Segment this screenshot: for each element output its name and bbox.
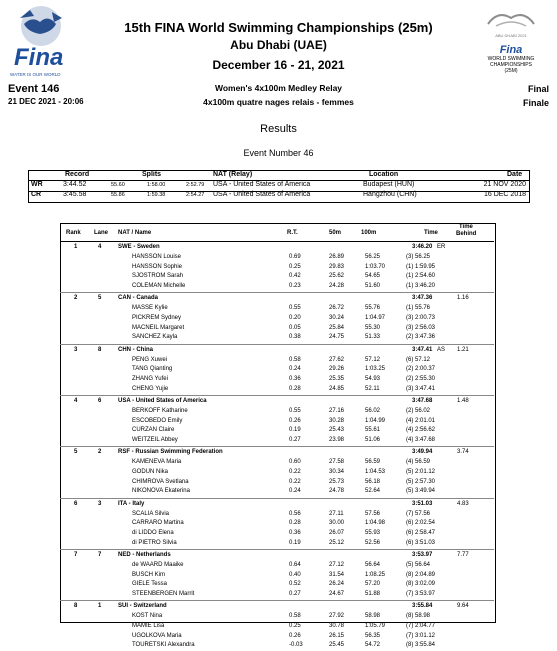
col-time-behind-2: Behind: [456, 231, 477, 237]
record-row-cr: [29, 191, 529, 201]
swimmer-name: MASSE Kylie: [132, 305, 168, 312]
team-time-behind: 4.83: [457, 500, 469, 507]
swimmer-name: SCALIA Silvia: [132, 510, 170, 517]
swimmer-reaction-time: 0.25: [289, 263, 301, 270]
swimmer-split-100: 54.93: [365, 376, 381, 382]
swimmer-name: TOURETSKI Alexandra: [132, 642, 195, 649]
swimmer-split-50: 26.24: [329, 581, 345, 588]
swimmer-reaction-time: 0.42: [289, 273, 301, 280]
event-number-label: Event Number 46: [243, 148, 314, 158]
swimmer-row: [60, 272, 494, 282]
swimmer-name: SANCHEZ Kayla: [132, 334, 178, 341]
swimmer-split-50: 29.26: [329, 366, 345, 373]
swimmer-split-100: 51.33: [365, 334, 381, 341]
swimmer-split-50: 25.12: [329, 539, 345, 546]
record-nat: USA - United States of America: [213, 181, 311, 188]
abu-dhabi-logo: [470, 8, 552, 84]
team-row: [60, 293, 494, 304]
swimmer-reaction-time: 0.36: [289, 529, 301, 536]
team-row: [60, 601, 494, 612]
swimmer-cumulative: (5) 3:49.94: [406, 488, 436, 495]
team-lane: 7: [98, 551, 102, 558]
swimmer-split-100: 56.35: [365, 632, 381, 639]
swimmer-reaction-time: 0.55: [289, 407, 301, 414]
team-record-flag: ER: [437, 244, 446, 250]
swimmer-name: GIELE Tessa: [132, 581, 167, 588]
swimmer-reaction-time: 0.69: [289, 254, 301, 260]
record-split-1: 55.86: [111, 192, 125, 198]
swimmer-reaction-time: 0.55: [289, 305, 301, 312]
swimmer-row: [60, 324, 494, 334]
swimmer-cumulative: (4) 2:56.62: [406, 427, 436, 434]
swimmer-split-50: 24.85: [329, 385, 345, 392]
swimmer-row: [60, 612, 494, 622]
team-time-behind: 3.74: [457, 449, 469, 456]
team-time: 3:46.20: [412, 244, 433, 250]
record-type: CR: [31, 191, 42, 198]
team-lane: 1: [98, 603, 102, 610]
swimmer-name: SJOSTROM Sarah: [132, 273, 184, 280]
swimmer-cumulative: (1) 2:54.60: [406, 273, 436, 280]
swimmer-split-100: 1:03.70: [365, 263, 386, 270]
swimmer-row: [60, 304, 494, 314]
swimmer-row: [60, 356, 494, 366]
team-name: SUI - Switzerland: [118, 603, 167, 610]
swimmer-reaction-time: 0.56: [289, 510, 301, 517]
swimmer-split-100: 51.06: [365, 437, 381, 443]
swimmer-row: [60, 519, 494, 529]
swimmer-cumulative: (1) 3:46.20: [406, 283, 436, 290]
swimmer-cumulative: (4) 56.59: [406, 459, 431, 466]
swimmer-reaction-time: 0.05: [289, 324, 301, 331]
swimmer-row: [60, 561, 494, 571]
swimmer-split-100: 1:05.79: [365, 622, 386, 629]
swimmer-name: di LIDDO Elena: [132, 529, 174, 536]
team-lane: 4: [98, 244, 102, 250]
swimmer-name: MAMIE Lisa: [132, 622, 165, 629]
swimmer-name: di PIETRO Silvia: [132, 539, 177, 546]
team-rank: 2: [74, 295, 78, 302]
swimmer-row: [60, 468, 494, 478]
swimmer-split-100: 56.02: [365, 407, 381, 414]
swimmer-row: [60, 426, 494, 436]
team-time: 3:47.41: [412, 346, 433, 353]
swimmer-name: ZHANG Yufei: [132, 376, 168, 382]
record-nat: USA - United States of America: [213, 191, 311, 198]
swimmer-row: [60, 510, 494, 520]
team-record-flag: AS: [437, 346, 446, 353]
swimmer-name: HANSSON Sophie: [132, 263, 183, 270]
team-time: 3:47.68: [412, 397, 433, 404]
swimmer-split-100: 58.98: [365, 613, 381, 620]
swimmer-cumulative: (5) 56.64: [406, 561, 431, 568]
records-header-nat: NAT (Relay): [213, 171, 253, 178]
swimmer-name: TANG Qianting: [132, 366, 173, 373]
swimmer-reaction-time: 0.58: [289, 613, 301, 620]
team-rank: 3: [74, 346, 78, 353]
round-fr: Finale: [522, 98, 549, 108]
swimmer-reaction-time: -0.03: [289, 642, 303, 649]
team-time-behind: 9.64: [457, 603, 469, 610]
swimmer-cumulative: (7) 3:53.97: [406, 590, 436, 597]
swimmer-cumulative: (6) 2:02.54: [406, 520, 436, 527]
swimmer-split-50: 27.92: [329, 613, 345, 620]
swimmer-split-50: 26.89: [329, 254, 345, 260]
swimmer-cumulative: (1) 55.76: [406, 305, 431, 312]
swimmer-split-100: 56.64: [365, 561, 381, 568]
swimmer-reaction-time: 0.58: [289, 356, 301, 363]
swimmer-split-100: 56.59: [365, 459, 381, 466]
team-row: [60, 345, 494, 356]
swimmer-split-50: 27.12: [329, 561, 345, 568]
swimmer-cumulative: (3) 2:00.73: [406, 315, 436, 321]
swimmer-split-50: 30.24: [329, 315, 345, 321]
record-split-2: 1:58.00: [147, 182, 166, 188]
swimmer-reaction-time: 0.64: [289, 561, 301, 568]
team-name: NED - Netherlands: [118, 551, 171, 558]
swimmer-cumulative: (5) 2:57.30: [406, 478, 436, 485]
swimmer-cumulative: (1) 1:59.95: [406, 263, 436, 270]
swimmer-reaction-time: 0.36: [289, 376, 301, 382]
record-location: Hangzhou (CHN): [363, 191, 417, 198]
records-header-record: Record: [65, 171, 90, 178]
col-100m: 100m: [361, 230, 377, 236]
swimmer-split-100: 1:04.99: [365, 417, 386, 424]
team-name: USA - United States of America: [118, 397, 207, 404]
swimmer-name: CHENG Yujie: [132, 385, 169, 392]
swimmer-name: BUSCH Kim: [132, 571, 166, 578]
record-split-3: 2:54.27: [186, 192, 205, 198]
swimmer-row: [60, 282, 494, 292]
championship-location: Abu Dhabi (UAE): [230, 38, 327, 52]
swimmer-split-50: 25.73: [329, 478, 345, 485]
swimmer-row: [60, 580, 494, 590]
team-row: [60, 447, 494, 458]
championship-dates: December 16 - 21, 2021: [212, 58, 345, 72]
swimmer-cumulative: (7) 2:04.77: [406, 622, 436, 629]
swimmer-cumulative: (3) 2:56.03: [406, 324, 436, 331]
swimmer-split-100: 1:04.97: [365, 315, 386, 321]
swimmer-split-100: 56.18: [365, 478, 381, 485]
swimmer-cumulative: (4) 2:01.01: [406, 417, 436, 424]
swimmer-split-50: 25.45: [329, 642, 345, 649]
swimmer-split-100: 57.56: [365, 510, 381, 517]
swimmer-row: [60, 436, 494, 446]
swimmer-cumulative: (2) 2:55.30: [406, 376, 436, 382]
swimmer-split-50: 30.00: [329, 520, 345, 527]
swimmer-row: [60, 333, 494, 343]
col-lane: Lane: [94, 230, 109, 236]
swimmer-name: PICKREM Sydney: [132, 315, 182, 321]
swimmer-reaction-time: 0.23: [289, 283, 301, 290]
col-rank: Rank: [66, 230, 81, 236]
swimmer-row: [60, 641, 494, 651]
swimmer-cumulative: (8) 2:04.89: [406, 571, 436, 578]
swimmer-row: [60, 253, 494, 263]
right-logo-line3: (25M): [504, 68, 518, 74]
col-nat-name: NAT / Name: [118, 230, 152, 236]
fina-logo-text: Fina: [14, 44, 64, 71]
swimmer-name: CHIMROVA Svetlana: [132, 478, 189, 485]
record-type: WR: [31, 181, 43, 188]
swimmer-cumulative: (2) 2:00.37: [406, 366, 436, 373]
abu-dhabi-mark-icon: [486, 8, 536, 30]
team-rank: 7: [74, 551, 78, 558]
team-name: SWE - Sweden: [118, 244, 160, 250]
swimmer-reaction-time: 0.27: [289, 437, 301, 443]
swimmer-split-100: 54.65: [365, 273, 381, 280]
swimmer-split-50: 30.28: [329, 417, 345, 424]
swimmer-reaction-time: 0.26: [289, 417, 301, 424]
swimmer-split-100: 1:08.25: [365, 571, 386, 578]
team-name: RSF - Russian Swimming Federation: [118, 449, 223, 456]
swimmer-cumulative: (8) 3:55.84: [406, 642, 436, 649]
team-time: 3:47.36: [412, 295, 433, 302]
swimmer-cumulative: (6) 3:51.03: [406, 539, 436, 546]
swimmer-name: de WAARD Maaike: [132, 561, 184, 568]
right-logo-fina: Fina: [499, 44, 523, 56]
event-name-fr: 4x100m quatre nages relais - femmes: [203, 97, 354, 107]
swimmer-reaction-time: 0.28: [289, 385, 301, 392]
right-logo-line1: WORLD SWIMMING: [487, 56, 535, 62]
swimmer-reaction-time: 0.19: [289, 427, 301, 434]
team-time: 3:49.94: [412, 449, 433, 456]
col-50m: 50m: [329, 230, 342, 236]
swimmer-name: COLEMAN Michelle: [132, 283, 186, 290]
swimmer-reaction-time: 0.26: [289, 632, 301, 639]
record-date: 21 NOV 2020: [483, 181, 526, 188]
swimmer-split-50: 24.78: [329, 488, 345, 495]
swimmer-name: CARRARO Martina: [132, 520, 184, 527]
swimmer-reaction-time: 0.22: [289, 478, 301, 485]
records-table: [28, 170, 530, 203]
event-datetime: 21 DEC 2021 - 20:06: [8, 97, 84, 106]
team-row: [60, 499, 494, 510]
record-split-2: 1:59.38: [147, 192, 166, 198]
swimmer-cumulative: (2) 3:47.36: [406, 334, 436, 341]
swimmer-split-100: 52.56: [365, 539, 381, 546]
swimmer-split-50: 27.62: [329, 356, 345, 363]
swimmer-cumulative: (6) 57.12: [406, 356, 431, 363]
team-lane: 8: [98, 346, 102, 353]
swimmer-split-100: 51.60: [365, 283, 381, 290]
swimmer-row: [60, 417, 494, 427]
swimmer-split-100: 51.88: [365, 590, 381, 597]
swimmer-reaction-time: 0.22: [289, 468, 301, 475]
swimmer-split-50: 24.28: [329, 283, 345, 290]
swimmer-cumulative: (3) 3:47.41: [406, 385, 436, 392]
fina-tagline: WATER IS OUR WORLD: [10, 72, 61, 77]
swimmer-cumulative: (8) 3:02.09: [406, 581, 436, 588]
team-time-behind: 7.77: [457, 551, 469, 558]
swimmer-name: CURZAN Claire: [132, 427, 175, 434]
swimmer-reaction-time: 0.28: [289, 520, 301, 527]
swimmer-reaction-time: 0.25: [289, 622, 301, 629]
swimmer-split-100: 52.11: [365, 385, 380, 392]
results-heading: Results: [260, 123, 297, 135]
swimmer-name: ESCOBEDO Emily: [132, 417, 183, 424]
swimmer-row: [60, 458, 494, 468]
swimmer-cumulative: (7) 3:01.12: [406, 632, 436, 639]
swimmer-name: KOST Nina: [132, 613, 163, 620]
swimmer-name: STEENBERGEN Marrit: [132, 590, 195, 597]
swimmer-split-100: 55.30: [365, 324, 381, 331]
swimmer-name: KAMENEVA Maria: [132, 459, 182, 466]
swimmer-cumulative: (8) 58.98: [406, 613, 431, 620]
swimmer-split-100: 57.20: [365, 581, 381, 588]
swimmer-row: [60, 487, 494, 497]
team-rank: 1: [74, 244, 78, 250]
swimmer-row: [60, 529, 494, 539]
swimmer-row: [60, 263, 494, 273]
team-time: 3:51.03: [412, 500, 433, 507]
swimmer-name: UGOLKOVA Maria: [132, 632, 182, 639]
team-name: ITA - Italy: [118, 500, 145, 507]
swimmer-split-50: 25.84: [329, 324, 345, 331]
swimmer-split-50: 25.35: [329, 376, 345, 382]
swimmer-name: NIKONOVA Ekaterina: [132, 488, 190, 495]
results-header-row: [60, 224, 494, 240]
team-name: CAN - Canada: [118, 295, 159, 302]
swimmer-reaction-time: 0.20: [289, 315, 301, 321]
team-name: CHN - China: [118, 346, 153, 353]
swimmer-row: [60, 407, 494, 417]
swimmer-row: [60, 539, 494, 549]
swimmer-row: [60, 590, 494, 600]
event-number-heading: Event 146: [8, 83, 60, 95]
swimmer-row: [60, 571, 494, 581]
swimmer-split-50: 26.72: [329, 305, 345, 312]
swimmer-cumulative: (4) 3:47.68: [406, 437, 436, 443]
team-time-behind: 1.48: [457, 397, 469, 404]
team-lane: 3: [98, 500, 102, 507]
swimmer-name: PENG Xuwei: [132, 356, 168, 363]
swimmer-cumulative: (2) 56.02: [406, 407, 431, 414]
team-time-behind: 1.16: [457, 295, 469, 302]
swimmer-split-50: 30.78: [329, 622, 345, 629]
swimmer-cumulative: (7) 57.56: [406, 510, 431, 517]
swimmer-reaction-time: 0.40: [289, 571, 301, 578]
record-split-3: 2:52.79: [186, 182, 205, 188]
swimmer-split-50: 24.75: [329, 334, 345, 341]
record-split-1: 55.60: [111, 182, 125, 188]
swimmer-split-50: 23.98: [329, 437, 345, 443]
swimmer-split-50: 29.83: [329, 263, 345, 270]
swimmer-reaction-time: 0.38: [289, 334, 301, 341]
swimmer-reaction-time: 0.24: [289, 488, 301, 495]
swimmer-split-50: 31.54: [329, 571, 345, 578]
record-time: 3:44.52: [63, 181, 87, 188]
swimmer-split-50: 27.11: [329, 510, 344, 517]
swimmer-name: HANSSON Louise: [132, 254, 182, 260]
swimmer-split-50: 25.43: [329, 427, 345, 434]
swimmer-row: [60, 478, 494, 488]
swimmer-split-100: 55.61: [365, 427, 381, 434]
swimmer-reaction-time: 0.24: [289, 366, 301, 373]
swimmer-split-100: 1:03.25: [365, 366, 386, 373]
swimmer-reaction-time: 0.52: [289, 581, 301, 588]
swimmer-reaction-time: 0.60: [289, 459, 301, 466]
records-header-splits: Splits: [142, 171, 162, 178]
swimmer-row: [60, 365, 494, 375]
team-lane: 5: [98, 295, 102, 302]
team-rank: 4: [74, 397, 78, 404]
swimmer-split-50: 30.34: [329, 468, 345, 475]
team-lane: 6: [98, 397, 102, 404]
right-logo-line2: CHAMPIONSHIPS: [490, 62, 532, 68]
team-lane: 2: [98, 449, 102, 456]
swimmer-reaction-time: 0.19: [289, 539, 301, 546]
record-date: 16 DEC 2018: [483, 191, 526, 198]
swimmer-split-100: 1:04.98: [365, 520, 386, 527]
team-time: 3:53.97: [412, 551, 433, 558]
team-rank: 6: [74, 500, 78, 507]
swimmer-row: [60, 385, 494, 395]
swimmer-split-50: 27.58: [329, 459, 345, 466]
team-time-behind: 1.21: [457, 346, 469, 353]
championship-title: 15th FINA World Swimming Championships (25m): [124, 20, 433, 35]
swimmer-split-100: 56.25: [365, 254, 381, 260]
record-location: Budapest (HUN): [363, 181, 415, 188]
swimmer-split-50: 26.07: [329, 529, 345, 536]
records-header-location: Location: [369, 171, 399, 178]
swimmer-name: WEITZEIL Abbey: [132, 437, 178, 443]
swimmer-name: BERKOFF Katharine: [132, 407, 188, 414]
team-rank: 8: [74, 603, 78, 610]
col-time: Time: [424, 230, 438, 236]
team-row: [60, 396, 494, 407]
record-time: 3:45.58: [63, 191, 87, 198]
swimmer-split-50: 27.16: [329, 407, 345, 414]
col-rt: R.T.: [287, 230, 298, 236]
round-en: Final: [527, 84, 549, 94]
team-row: [60, 242, 494, 253]
swimmer-split-100: 55.93: [365, 529, 381, 536]
swimmer-row: [60, 314, 494, 324]
col-time-behind-1: Time: [459, 224, 473, 230]
swimmer-cumulative: (3) 56.25: [406, 254, 431, 260]
team-row: [60, 550, 494, 561]
swimmer-row: [60, 632, 494, 642]
team-rank: 5: [74, 449, 78, 456]
swimmer-split-50: 26.15: [329, 632, 345, 639]
records-header-date: Date: [507, 171, 523, 178]
swimmer-cumulative: (6) 2:58.47: [406, 529, 436, 536]
swimmer-split-50: 24.67: [329, 590, 345, 597]
swimmer-split-100: 57.12: [365, 356, 381, 363]
swimmer-name: MACNEIL Margaret: [132, 324, 185, 331]
swimmer-split-100: 1:04.53: [365, 468, 386, 475]
swimmer-split-100: 55.76: [365, 305, 381, 312]
swimmer-row: [60, 375, 494, 385]
swimmer-reaction-time: 0.27: [289, 590, 301, 597]
swimmer-cumulative: (5) 2:01.12: [406, 468, 436, 475]
team-time: 3:55.84: [412, 603, 433, 610]
swimmer-split-100: 54.72: [365, 642, 381, 649]
swimmer-split-100: 52.64: [365, 488, 381, 495]
swimmer-name: GODUN Nika: [132, 468, 169, 475]
event-name-en: Women's 4x100m Medley Relay: [214, 83, 343, 93]
swimmer-split-50: 25.62: [329, 273, 345, 280]
right-logo-city: ABU DHABI 2021: [495, 33, 527, 38]
